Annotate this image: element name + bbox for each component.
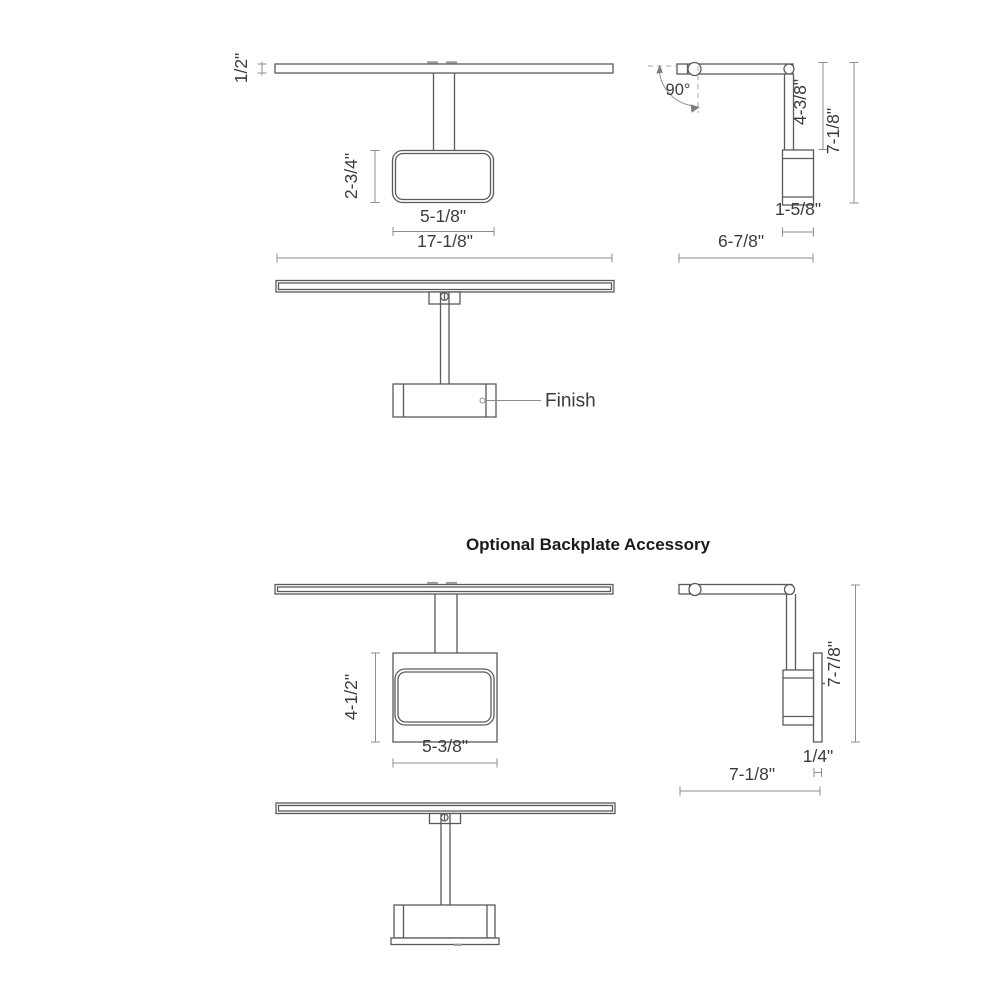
light-bar: [275, 585, 613, 595]
dim-overall-height: [851, 585, 860, 742]
dim-overall-depth: [679, 254, 813, 263]
backplate-side-profile: [814, 653, 823, 742]
view-backplate-side: [679, 584, 860, 796]
dim-backplate-width: [393, 759, 497, 768]
dim-overall-depth: [680, 787, 820, 796]
pivot-knob: [688, 63, 701, 76]
dim-label-overall-width: 17-1/8": [417, 231, 473, 251]
dim-label-backplate-height: 4-1/2": [341, 673, 361, 721]
pivot-joint: [785, 585, 795, 595]
stem: [441, 814, 450, 906]
light-bar: [276, 281, 614, 293]
driver-box: [393, 151, 494, 203]
dim-label-backplate-width: 5-3/8": [421, 736, 469, 756]
view-backplate-front: [275, 583, 613, 768]
finish-label: Finish: [545, 390, 596, 412]
driver-box: [395, 669, 494, 725]
dim-label-arm-height: 4-3/8": [790, 78, 810, 126]
view-main-front: [231, 53, 613, 263]
dim-driver-height: [371, 151, 380, 203]
light-bar: [276, 803, 615, 814]
dim-overall-height: [850, 63, 859, 204]
view-backplate-rear: [276, 803, 615, 945]
dim-label-driver-depth: 1-5/8": [774, 199, 822, 219]
driver-box-rear: [394, 905, 495, 938]
dim-driver-depth: [783, 228, 814, 237]
view-main-side: [648, 63, 859, 263]
section-title: Optional Backplate Accessory: [465, 535, 711, 554]
pivot-joint: [784, 64, 794, 74]
dim-label-plate-thickness: 1/4": [802, 746, 834, 766]
dim-label-angle: 90°: [665, 81, 691, 99]
dim-label-overall-height: 7-1/8": [823, 107, 843, 155]
dim-backplate-height: [371, 653, 380, 742]
dim-label-overall-depth: 6-7/8": [717, 231, 765, 251]
dim-label-driver-width: 5-1/8": [419, 206, 467, 226]
pivot-knob: [689, 584, 701, 596]
stem: [441, 292, 450, 384]
dim-plate-thickness: [814, 768, 822, 777]
view-main-rear: [276, 281, 614, 418]
dim-label-driver-height: 2-3/4": [341, 152, 361, 200]
dim-label-bar-thickness: 1/2": [231, 52, 251, 84]
backplate-flange: [391, 938, 499, 945]
arm-vertical: [787, 594, 796, 670]
dim-overall-width: [277, 254, 612, 263]
driver-box-rear: [393, 384, 496, 417]
light-bar: [275, 64, 613, 73]
stem: [434, 73, 455, 151]
dim-label-overall-depth: 7-1/8": [728, 764, 776, 784]
dim-bar-thickness: [258, 62, 267, 76]
dim-label-overall-height: 7-7/8": [824, 640, 844, 688]
